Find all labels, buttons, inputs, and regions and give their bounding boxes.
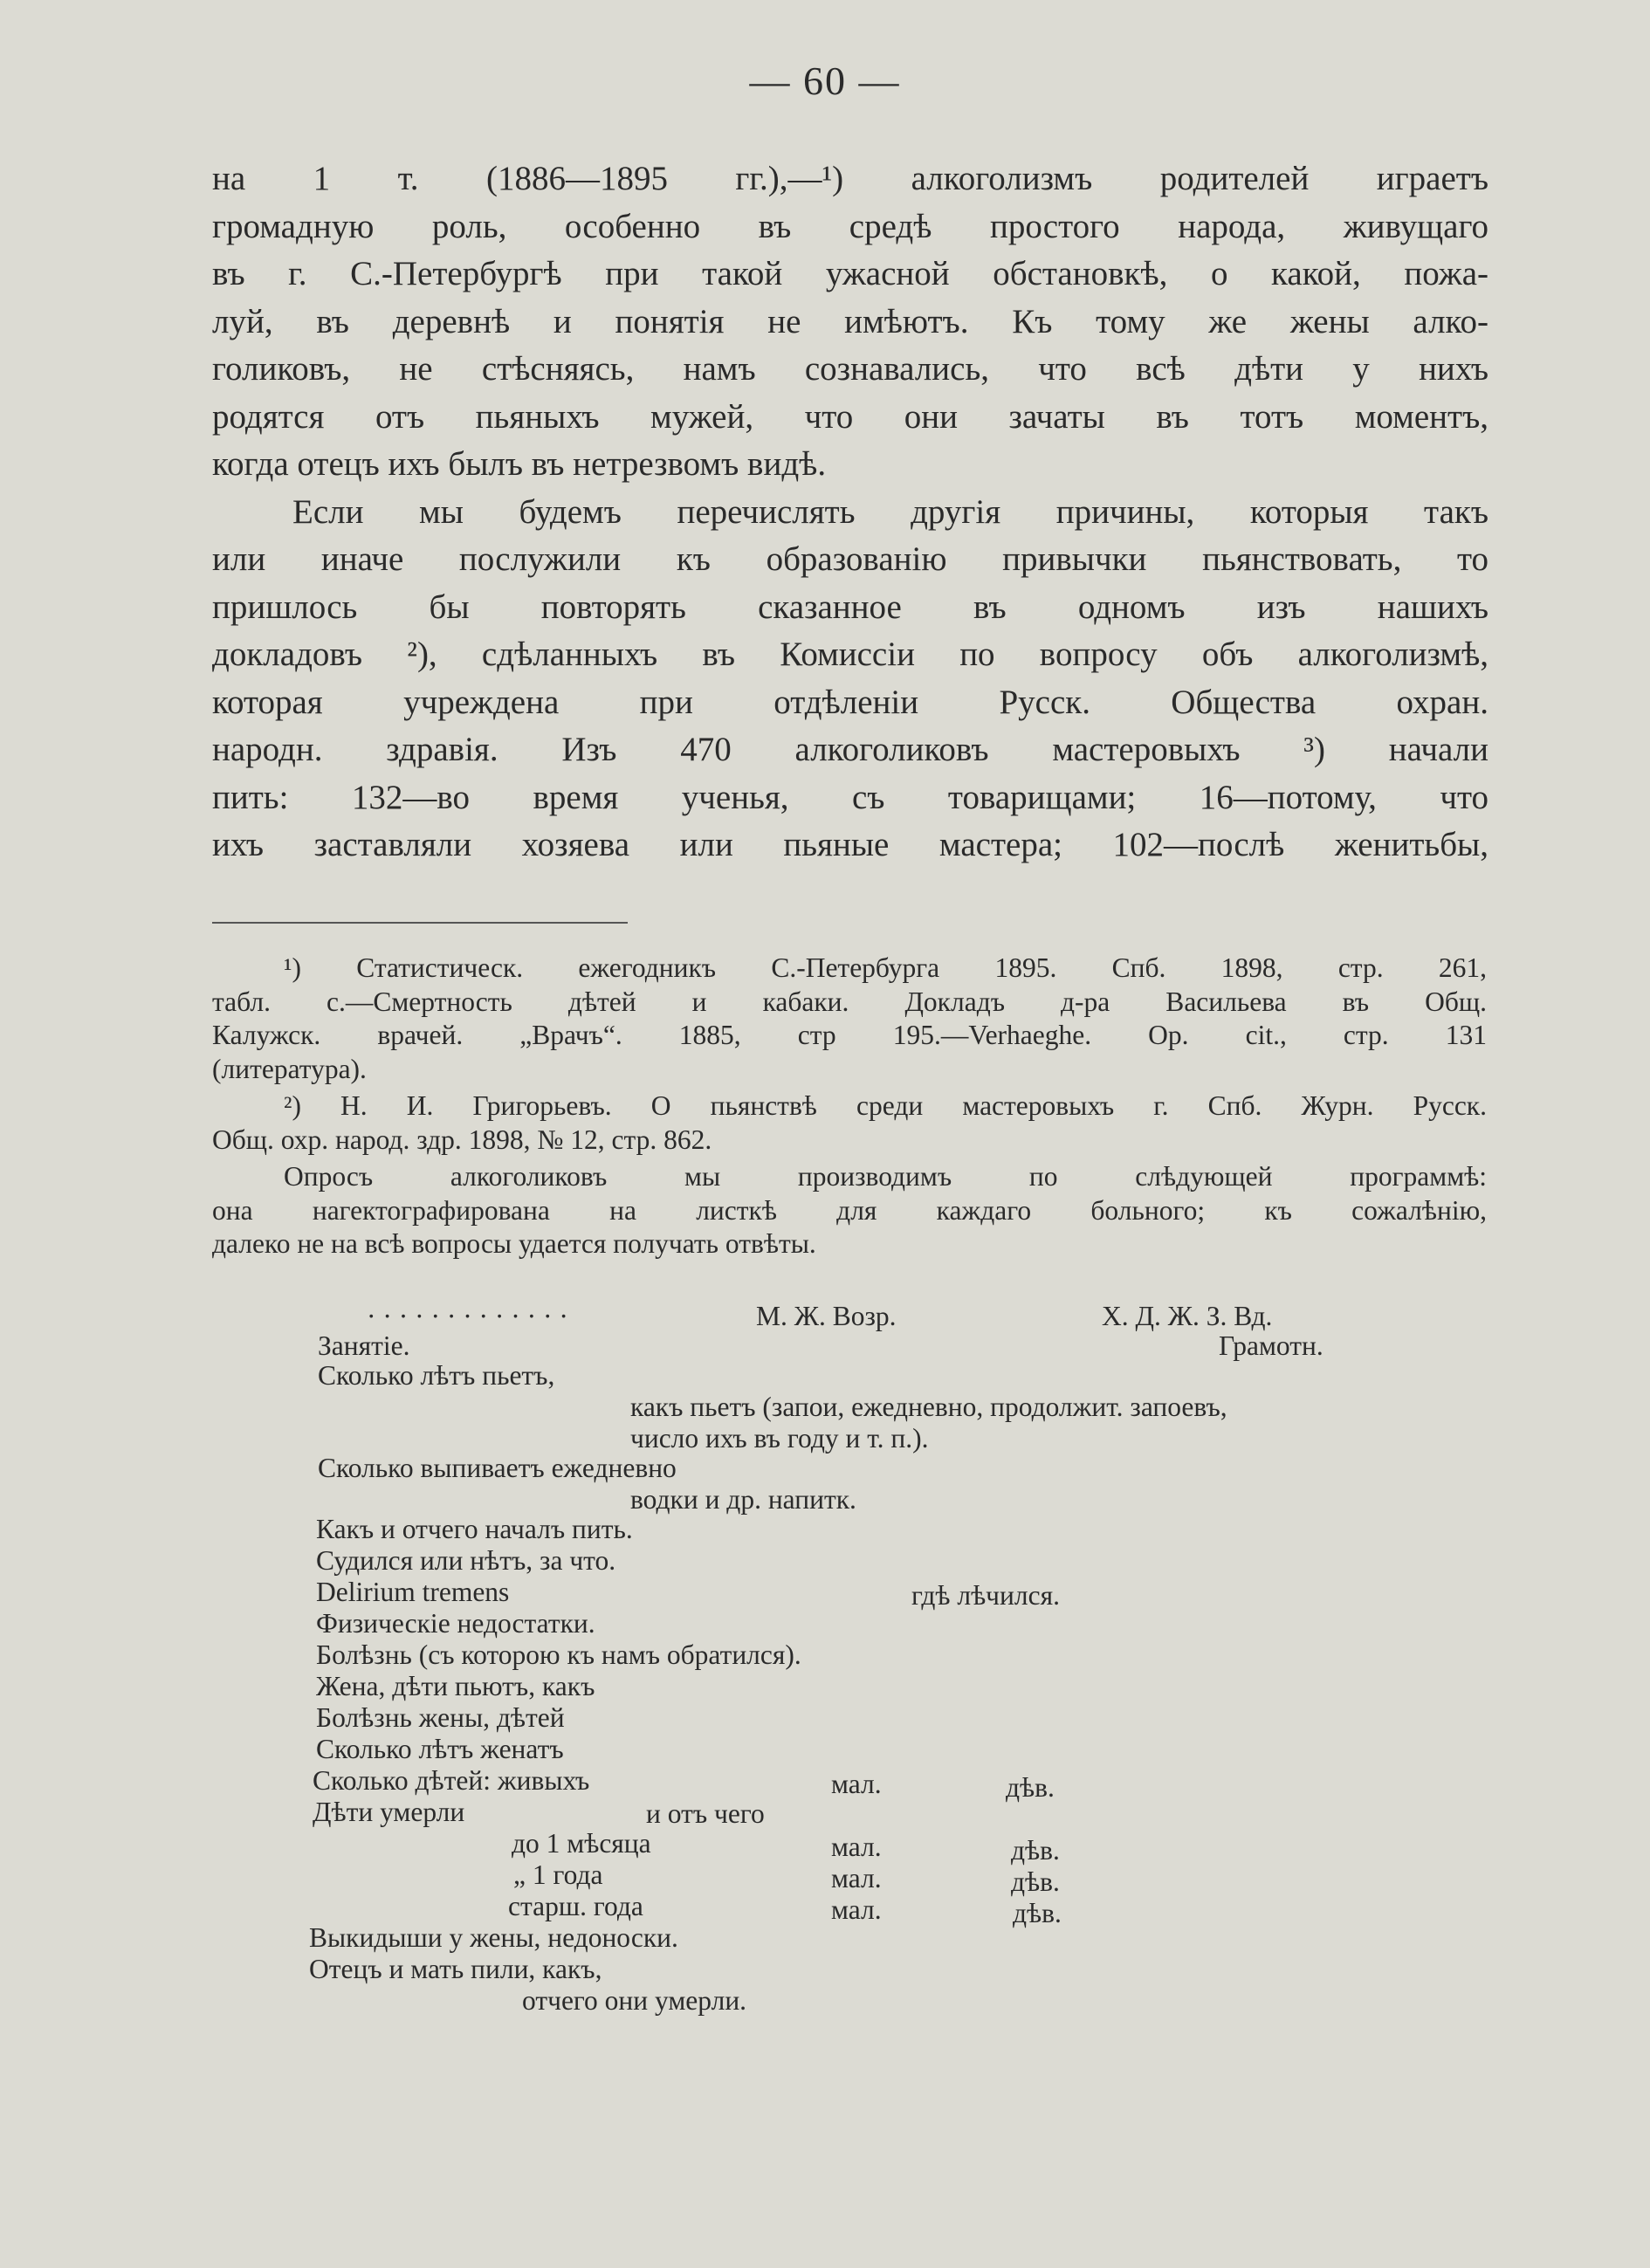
q-how-drinks: какъ пьетъ (запои, ежедневно, продолжит. запоевъ,: [630, 1392, 1227, 1422]
q-children-alive: Сколько дѣтей: живыхъ: [313, 1765, 590, 1796]
footnote-line: Общ. охр. народ. здр. 1898, № 12, стр. 862.: [212, 1124, 712, 1155]
q-under-month: до 1 мѣсяца: [512, 1828, 651, 1859]
footnote-line: ²) Н. И. Григорьевъ. О пьянствѣ среди мастеровыхъ г. Спб. Журн. Русск.: [284, 1090, 1487, 1121]
boys-label: мал.: [831, 1832, 882, 1862]
q-miscarriages: Выкидыши у жены, недоноски.: [309, 1922, 678, 1953]
footnote-line: Калужск. врачей. „Врачъ“. 1885, стр 195.—Verhaeghe. Op. cit., стр. 131: [212, 1020, 1487, 1050]
q-physical-defects: Физическіе недостатки.: [316, 1608, 595, 1639]
q-illness: Болѣзнь (съ которою къ намъ обратился).: [316, 1639, 801, 1670]
girls-label: дѣв.: [1011, 1835, 1060, 1866]
q-wife-children-illness: Болѣзнь жены, дѣтей: [316, 1702, 565, 1733]
q-wife-children-drink: Жена, дѣти пьютъ, какъ: [316, 1671, 595, 1701]
footnote-line: табл. с.—Смертность дѣтей и кабаки. Докладъ д-ра Васильева въ Общ.: [212, 986, 1487, 1017]
header-left: М. Ж. Возр.: [756, 1301, 897, 1331]
q-where-treated: гдѣ лѣчился.: [911, 1580, 1060, 1611]
header-right: Х. Д. Ж. З. Вд.: [1102, 1301, 1273, 1331]
q-children-died: Дѣти умерли: [313, 1797, 465, 1827]
q-cause: и отъ чего: [646, 1798, 765, 1829]
q-years-married: Сколько лѣтъ женатъ: [316, 1734, 564, 1764]
footnote-line: Опросъ алкоголиковъ мы производимъ по слѣдующей программѣ:: [284, 1161, 1487, 1192]
girls-label: дѣв.: [1011, 1866, 1060, 1897]
body-text: [212, 155, 1488, 869]
body-line: народн. здравія. Изъ 470 алкоголиковъ мастеровыхъ ³) начали: [212, 731, 1488, 768]
footnotes: [212, 952, 1487, 1261]
body-line: докладовъ ²), сдѣланныхъ въ Комиссіи по вопросу объ алкоголизмѣ,: [212, 636, 1488, 673]
q-literacy: Грамотн.: [1219, 1330, 1323, 1361]
body-line: луй, въ деревнѣ и понятія не имѣютъ. Къ тому же жены алко-: [212, 302, 1488, 340]
body-line: пить: 132—во время ученья, съ товарищами; 16—потому, что: [212, 778, 1488, 816]
leader-dots: · · · · · · · · · · · · ·: [367, 1301, 568, 1331]
questionnaire-form: [0, 1294, 1650, 2045]
q-parents-died: отчего они умерли.: [522, 1985, 747, 2016]
body-line: родятся отъ пьяныхъ мужей, что они зачаты въ тотъ моментъ,: [212, 397, 1488, 436]
body-line: Если мы будемъ перечислять другія причины, которыя такъ: [292, 492, 1488, 531]
q-years-drinking: Сколько лѣтъ пьетъ,: [318, 1360, 555, 1391]
q-one-year: „ 1 года: [513, 1859, 603, 1890]
girls-label: дѣв.: [1013, 1898, 1062, 1928]
boys-label: мал.: [831, 1769, 882, 1799]
q-delirium: Delirium tremens: [316, 1577, 510, 1607]
footnote-divider: [212, 922, 628, 924]
body-line: которая учреждена при отдѣленіи Русск. Общества охран.: [212, 683, 1488, 721]
body-line: когда отецъ ихъ былъ въ нетрезвомъ видѣ.: [212, 445, 827, 483]
boys-label: мал.: [831, 1863, 882, 1893]
q-how-drinks-cont: число ихъ въ году и т. п.).: [630, 1423, 929, 1454]
footnote-line: далеко не на всѣ вопросы удается получать отвѣты.: [212, 1228, 816, 1259]
q-parents-drank: Отецъ и мать пили, какъ,: [309, 1954, 602, 1984]
q-older-year: старш. года: [508, 1891, 643, 1921]
body-line: ихъ заставляли хозяева или пьяные мастера; 102—послѣ женитьбы,: [212, 826, 1488, 863]
boys-label: мал.: [831, 1894, 882, 1925]
body-line: громадную роль, особенно въ средѣ простого народа, живущаго: [212, 207, 1488, 245]
body-line: пришлось бы повторять сказанное въ одномъ изъ нашихъ: [212, 588, 1488, 626]
q-drinks-daily: Сколько выпиваетъ ежедневно: [318, 1453, 677, 1483]
body-line: голиковъ, не стѣсняясь, намъ сознавались, что всѣ дѣти у нихъ: [212, 350, 1488, 388]
body-line: или иначе послужили къ образованію привычки пьянствовать, то: [212, 540, 1488, 578]
girls-label: дѣв.: [1006, 1772, 1055, 1803]
body-line: въ г. С.-Петербургѣ при такой ужасной обстановкѣ, о какой, пожа-: [212, 255, 1488, 292]
q-occupation: Занятіе.: [318, 1330, 410, 1361]
q-how-started: Какъ и отчего началъ пить.: [316, 1514, 633, 1544]
body-line: на 1 т. (1886—1895 гг.),—¹) алкоголизмъ родителей играетъ: [212, 160, 1488, 197]
q-convicted: Судился или нѣтъ, за что.: [316, 1545, 616, 1576]
q-drinks-daily-cont: водки и др. напитк.: [630, 1484, 856, 1515]
footnote-line: она нагектографирована на листкѣ для каждаго больного; къ сожалѣнію,: [212, 1194, 1487, 1226]
footnote-line: ¹) Статистическ. ежегодникъ С.-Петербурга 1895. Спб. 1898, стр. 261,: [284, 952, 1487, 983]
page-number: — 60 —: [749, 58, 901, 103]
footnote-line: (литература).: [212, 1053, 367, 1084]
